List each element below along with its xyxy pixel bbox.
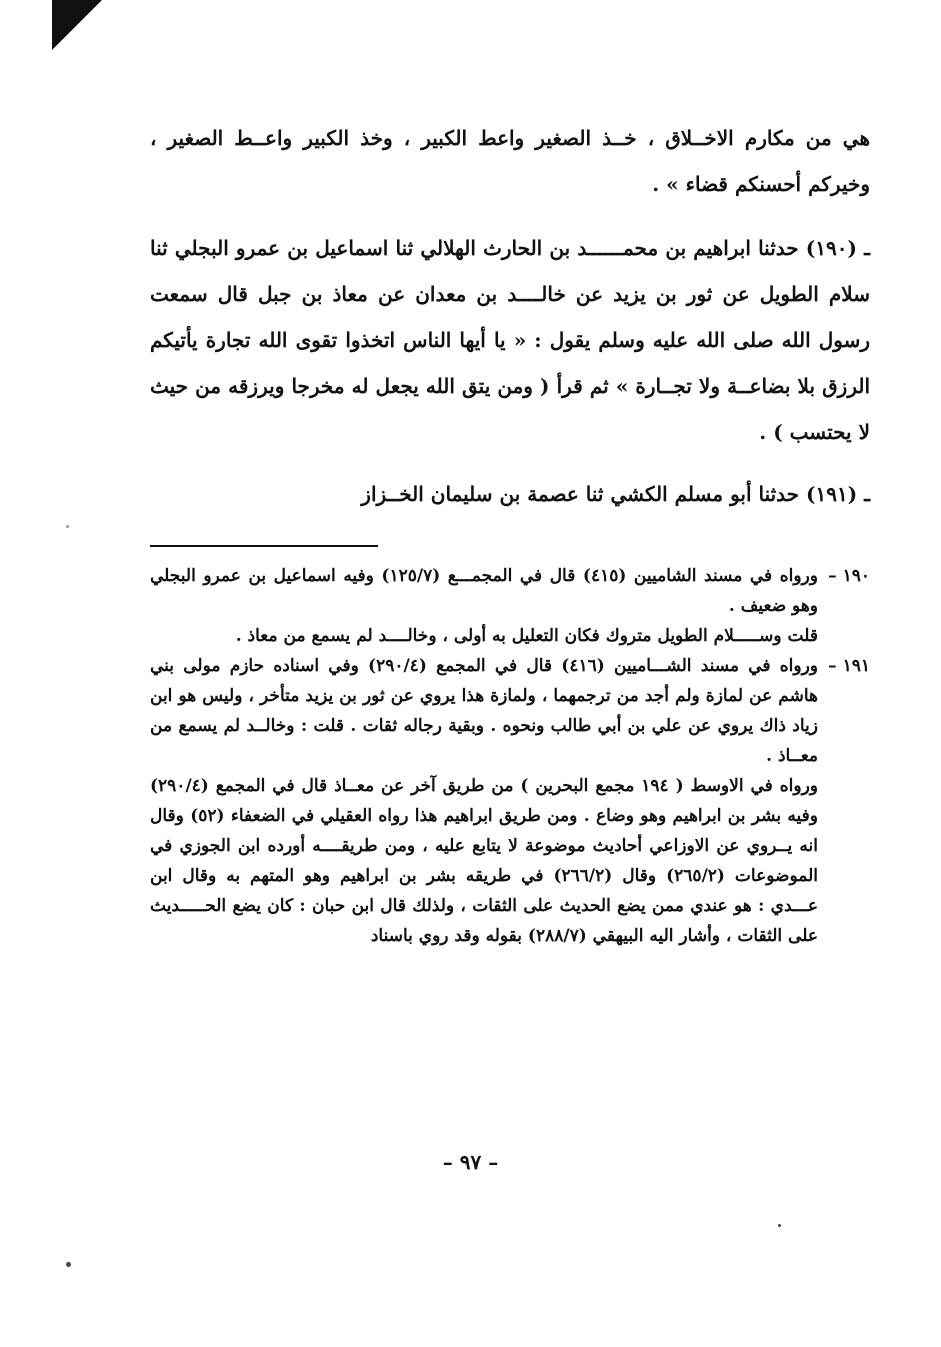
footnote-separator <box>150 545 378 547</box>
document-page <box>150 115 870 951</box>
scan-speck <box>66 1262 71 1267</box>
footnote-body <box>150 561 818 651</box>
footnote-number: ١٩٠ – <box>828 566 870 586</box>
hadith-191: ـ (١٩١) حدثنا أبو مسلم الكشي ثنا عصمة بن سليمان الخــزاز <box>361 482 870 506</box>
footnote-separator-wrap <box>150 531 870 553</box>
footnote-paragraph: قلت وســـــلام الطويل متروك فكان التعليل به أولى ، وخالــــد لم يسمع من معاذ . <box>235 626 818 646</box>
footnote-number: ١٩١ – <box>828 656 870 676</box>
page-number: – ٩٧ – <box>442 1150 499 1174</box>
scan-speck <box>778 1224 781 1227</box>
page-corner-mark <box>52 0 102 50</box>
footnote-body <box>150 651 818 951</box>
scan-speck <box>66 525 69 528</box>
footnote-paragraph: ورواه في الاوسط ( ١٩٤ مجمع البحرين ) من طريق آخر عن معــاذ قال في المجمع (٢٩٠/٤) وفيه بشر بن ابراهيم وهو وضاع . ومن طريق ابراهيم هذا رواه العقيلي في الضعفاء (٥٢) وقال انه يــروي عن الاوزاعي أحاديث موضوعة لا يتابع عليه ، ومن طريقــــه أورده ابن الجوزي في الموضوعات (٢٦٥/٢) وقال (٢٦٦/٢) في طريقه بشر بن ابراهيم وهو المتهم به وقال ابن عـــدي : هو عندي ممن يضع الحديث على الثقات ، ولذلك قال ابن حبان : كان يضع الحـــــديث على الثقات ، وأشار اليه البيهقي (٢٨٨/٧) بقوله وقد روي باسناد <box>150 776 818 946</box>
hadith-190: ـ (١٩٠) حدثنا ابراهيم بن محمــــــد بن الحارث الهلالي ثنا اسماعيل بن عمرو البجلي ثنا سلام الطويل عن ثور بن يزيد عن خالــــد بن معدان عن معاذ بن جبل قال سمعت رسول الله صلى الله عليه وسلم يقول : « يا أيها الناس اتخذوا تقوى الله تجارة يأتيكم الرزق بلا بضاعــة ولا تجــارة » ثم قرأ ( ومن يتق الله يجعل له مخرجا ويرزقه من حيث لا يحتسب ) . <box>150 236 870 444</box>
footnote-190 <box>150 561 870 651</box>
footnote-191 <box>150 651 870 951</box>
footnote-paragraph: ورواه في مسند الشـــاميين (٤١٦) قال في المجمع (٢٩٠/٤) وفي اسناده حازم مولى بني هاشم عن لمازة ولم أجد من ترجمهما ، ولمازة هذا يروي عن ثور بن يزيد متأخر ، وليس هو ابن زياد ذاك يروي عن علي بن أبي طالب ونحوه . وبقية رجاله ثقات . قلت : وخالــد لم يسمع من معــاذ . <box>150 656 819 766</box>
footnote-paragraph: ورواه في مسند الشاميين (٤١٥) قال في المجمـــع (١٢٥/٧) وفيه اسماعيل بن عمرو البجلي وهو ضعيف . <box>150 566 818 616</box>
main-paragraph-1: هي من مكارم الاخــلاق ، خــذ الصغير واعط الكبير ، وخذ الكبير واعــط الصغير ، وخيركم أحسنكم قضاء » . <box>150 126 870 196</box>
